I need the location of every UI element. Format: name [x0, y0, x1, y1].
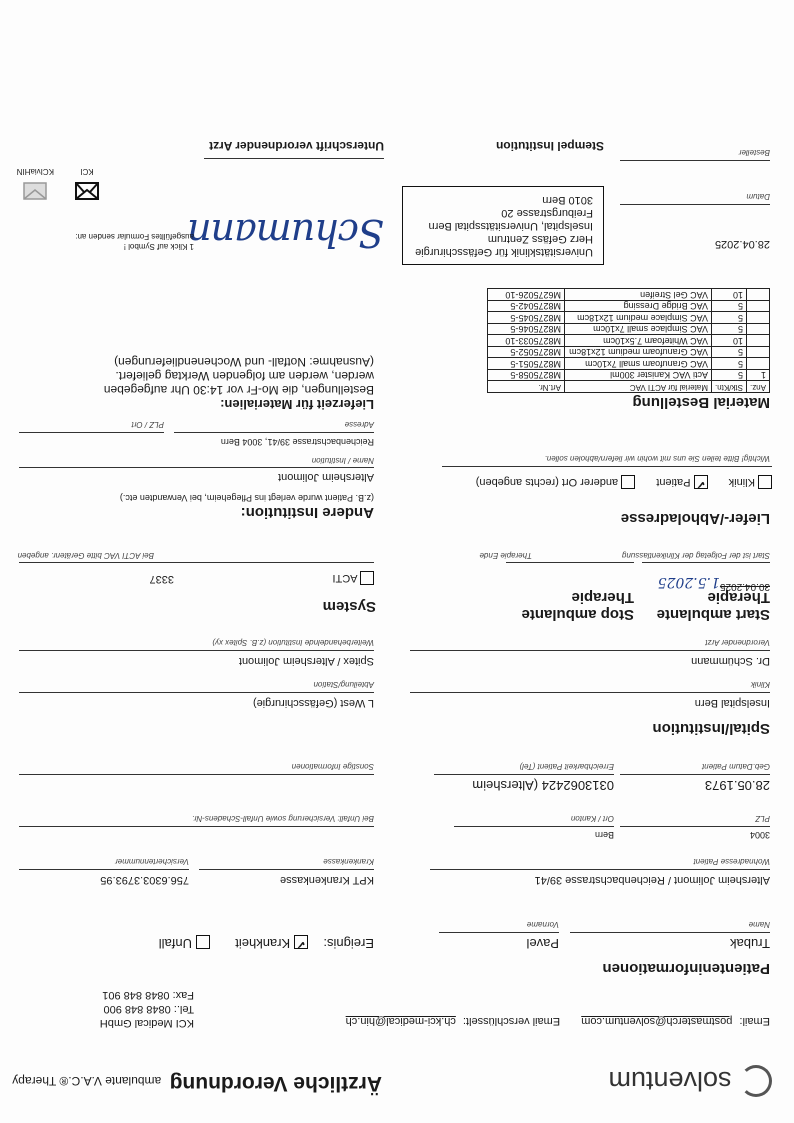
city-underline	[454, 826, 614, 827]
row-qty[interactable]	[746, 347, 769, 359]
department-value: L West (Gefässchirurgie)	[252, 697, 374, 709]
row-art: M8275033-10	[487, 335, 564, 347]
row-art: M8275045-5	[487, 312, 564, 324]
send-kci-hin-button[interactable]	[17, 167, 54, 201]
firstname-underline	[439, 932, 559, 933]
delivery-patient-label: Patient	[656, 476, 691, 489]
dob-label: Geb.Datum Patient	[701, 762, 770, 771]
kci-hin-label: KCIviaHIN	[16, 167, 54, 176]
signature-label: Unterschrift verordnender Arzt	[209, 139, 384, 153]
send-hint	[75, 231, 194, 251]
other-zipcity-underline	[19, 432, 164, 433]
row-desc: VAC Simplace medium 12x18cm	[564, 312, 711, 324]
zip-value: 3004	[749, 830, 770, 840]
patient-address: Altersheim Jolimont / Reichenbachstrasse 39/41	[534, 874, 770, 886]
table-row	[487, 289, 769, 301]
start-date-handwritten: 1.5.2025	[657, 574, 720, 590]
insurer-value: KPT Krankenkasse	[280, 874, 374, 886]
row-unit: 10	[711, 335, 746, 347]
delivery-section-title: Liefer-/Abholadresse	[620, 510, 770, 527]
lead-time-block	[14, 355, 374, 411]
signature: Schumann	[188, 211, 384, 255]
row-desc: VAC Granufoam medium 12x18cm	[564, 347, 711, 359]
city-value: Bern	[594, 830, 614, 840]
acti-option	[332, 571, 374, 585]
patient-firstname: Pavel	[526, 936, 559, 951]
city-label: Ort / Kanton	[570, 814, 614, 823]
row-qty[interactable]: 1	[746, 370, 769, 382]
name-label: Name	[748, 920, 770, 929]
accident-checkbox[interactable]	[196, 935, 210, 949]
event-group	[159, 935, 374, 951]
illness-label: Krankheit	[235, 936, 291, 951]
hospital-section-title: Spital/Institution	[652, 720, 770, 737]
lead-time-title: Lieferzeit für Materialien:	[220, 397, 374, 412]
other-address-label: Adresse	[344, 420, 374, 429]
zip-label: PLZ	[755, 814, 770, 823]
row-art: M8275046-5	[487, 324, 564, 336]
phone-value: 0313062424 (Altersheim	[472, 778, 614, 793]
row-art: M8275052-5	[487, 347, 564, 359]
row-desc: VAC Granufoam small 7x10cm	[564, 358, 711, 370]
header-desc: Material für ACTI VAC	[564, 381, 711, 393]
delivery-patient-checkbox[interactable]	[694, 475, 708, 489]
start-therapy-label: Start ambulante Therapie	[656, 589, 770, 623]
envelope-icon	[75, 181, 99, 201]
row-desc: Acti VAC Kanister 300ml	[564, 370, 711, 382]
email-label: Email:	[739, 1015, 770, 1027]
table-row	[487, 324, 769, 336]
phone-label: Erreichbarkeit Patient (Tel)	[519, 762, 614, 771]
order-date: 28.04.2025	[714, 238, 770, 250]
stamp-label: Stempel Institution	[496, 139, 604, 153]
clinic-value: Inselspital Bern	[694, 697, 770, 709]
name-underline	[570, 932, 770, 933]
row-unit: 5	[711, 324, 746, 336]
send-hint-line-1: 1 Klick auf Symbol !	[123, 242, 194, 251]
materials-section-title: Material Bestellung	[632, 394, 770, 411]
doctor-label: Verordnender Arzt	[705, 638, 770, 647]
start-hint: Start ist der Folgetag der Klinikentlassung	[621, 551, 770, 560]
table-row	[487, 312, 769, 324]
row-unit: 5	[711, 347, 746, 359]
lead-time-line-2: werden, werden am folgenden Werktag geliefert.	[115, 369, 374, 383]
company-name: KCI Medical GmbH	[99, 1017, 194, 1029]
acti-label: ACTI	[332, 572, 358, 585]
row-unit: 5	[711, 301, 746, 313]
phone-underline	[434, 774, 614, 775]
therapy-end-label: Therapie Ende	[479, 551, 532, 560]
lead-time-line-3: (Ausnahme: Notfall- und Wochenendlieferungen)	[114, 355, 374, 369]
patient-section-title: Patienteninformationen	[602, 960, 770, 977]
company-tel: Tel.: 0848 848 900	[103, 1003, 194, 1015]
table-row	[487, 347, 769, 359]
send-hint-line-2: ausgefülltes Formular senden an:	[75, 232, 194, 241]
insurer-label: Krankenkasse	[323, 857, 374, 866]
stamp-line: 3010 Bern	[542, 194, 593, 206]
clinic-underline	[410, 692, 770, 693]
stamp-line: Inselspital, Universitätsspital Bern	[428, 220, 593, 232]
dob-value: 28.05.1973	[704, 778, 770, 793]
materials-table-header	[487, 381, 769, 393]
row-art: M8275051-5	[487, 358, 564, 370]
other-institution-address: Reichenbachstrasse 39/41, 3004 Bern	[220, 437, 374, 447]
email-link[interactable]: postmasterch@solventum.com	[581, 1015, 733, 1027]
acti-underline	[19, 562, 374, 563]
delivery-clinic-checkbox[interactable]	[758, 475, 772, 489]
row-unit: 5	[711, 312, 746, 324]
stamp-line: Freiburgstrasse 20	[501, 207, 593, 219]
other-info-label: Sonstige Informationen	[291, 762, 374, 771]
other-institution-hint: (z.B. Patient wurde verlegt ins Pflegeheim, bei Verwandten etc.)	[119, 493, 374, 503]
address-label: Wohnadresse Patient	[693, 857, 770, 866]
row-art: M6275026-10	[487, 289, 564, 301]
form-subtitle: ambulante V.A.C.® Therapy	[12, 1074, 162, 1088]
row-desc: VAC Gel Streifen	[564, 289, 711, 301]
insured-underline	[19, 869, 189, 870]
row-unit: 5	[711, 370, 746, 382]
start-underline	[642, 562, 770, 563]
name-institution-label: Name / Institution	[311, 456, 374, 465]
logo-mark-icon	[740, 1065, 772, 1097]
system-label: System	[322, 598, 376, 615]
stamp-line: Universitätsklinik für Gefässchirurgie	[415, 246, 593, 258]
secure-email-label: Email verschlüsselt:	[462, 1015, 561, 1027]
insured-number: 756.6303.3793.95	[100, 874, 189, 886]
insurer-underline	[199, 869, 374, 870]
date-label: Datum	[746, 192, 770, 201]
kci-label: KCI	[80, 167, 94, 176]
form-title: Ärztliche Verordnung	[169, 1072, 382, 1095]
solventum-logo	[608, 1065, 772, 1097]
clinic-label: Klinik	[750, 680, 770, 689]
doctor-value: Dr. Schümmann	[691, 655, 770, 667]
brand-name: solventum	[608, 1066, 732, 1097]
table-row	[487, 335, 769, 347]
other-zipcity-label: PLZ / Ort	[131, 420, 164, 429]
delivery-clinic-label: Klinik	[728, 476, 755, 489]
row-qty[interactable]	[746, 312, 769, 324]
header-art: Art.Nr.	[487, 381, 564, 393]
other-info-underline	[19, 774, 374, 775]
row-qty[interactable]	[746, 335, 769, 347]
row-art: M8275058-5	[487, 370, 564, 382]
delivery-options	[476, 475, 772, 489]
acti-device-number: 3337	[149, 573, 174, 585]
send-kci-button[interactable]	[75, 167, 99, 201]
follow-institution-label: Weiterbehandelnde Institution (z.B. Spitex xy)	[212, 638, 374, 647]
end-underline	[506, 562, 634, 563]
acti-hint: Bei ACTI VAC bitte Gerätenr. angeben	[17, 551, 154, 560]
row-desc: VAC Bridge Dressing	[564, 301, 711, 313]
table-row	[487, 301, 769, 313]
other-name-underline	[19, 467, 374, 468]
row-desc: VAC Simplace small 7x10cm	[564, 324, 711, 336]
start-date-printed: 30.04.2025	[719, 581, 770, 592]
table-row	[487, 370, 769, 382]
other-institution-name: Altersheim Jolimont	[278, 471, 374, 483]
accident-underline	[19, 826, 374, 827]
firstname-label: Vorname	[526, 920, 559, 929]
stop-therapy-label: Stop ambulante Therapie	[521, 589, 634, 623]
row-art: M8275042-5	[487, 301, 564, 313]
form-title-block	[12, 1071, 382, 1095]
follow-institution-value: Spitex / Altersheim Jolimont	[238, 655, 374, 667]
follow-underline	[19, 650, 374, 651]
orderer-underline	[620, 160, 770, 161]
signature-underline	[204, 158, 384, 159]
department-underline	[19, 692, 374, 693]
secure-envelope-icon	[23, 181, 47, 201]
header-unit: Stk/Ktn.	[711, 381, 746, 393]
doctor-underline	[410, 650, 770, 651]
dob-underline	[620, 774, 770, 775]
lead-time-line-1: Bestellungen, die Mo-Fr vor 14:30 Uhr aufgegeben	[103, 383, 374, 397]
row-qty[interactable]	[746, 301, 769, 313]
other-institution-title: Andere Institution:	[240, 504, 374, 521]
acti-checkbox[interactable]	[360, 571, 374, 585]
zip-underline	[620, 826, 770, 827]
company-fax: Fax: 0848 848 901	[102, 989, 194, 1001]
orderer-label: Besteller	[738, 148, 770, 157]
patient-name: Trubak	[730, 936, 770, 951]
row-qty[interactable]	[746, 358, 769, 370]
row-desc: VAC Whitefoam 7.5x10cm	[564, 335, 711, 347]
row-qty[interactable]	[746, 289, 769, 301]
row-qty[interactable]	[746, 324, 769, 336]
secure-email-link[interactable]: ch.kci-medical@hin.ch	[345, 1015, 456, 1027]
table-row	[487, 358, 769, 370]
event-label: Ereignis:	[323, 936, 374, 951]
address-underline	[430, 869, 770, 870]
insured-label: Versichertennummer	[115, 857, 189, 866]
other-address-underline	[174, 432, 374, 433]
illness-checkbox[interactable]	[294, 935, 308, 949]
row-unit: 10	[711, 289, 746, 301]
accident-label: Unfall	[158, 936, 192, 951]
email-line	[346, 1015, 770, 1027]
company-contact	[100, 988, 194, 1030]
department-label: Abteilung/Station	[313, 680, 374, 689]
materials-table	[487, 289, 770, 394]
header-qty: Anz.	[746, 381, 769, 393]
date-underline	[620, 204, 770, 205]
delivery-other-checkbox[interactable]	[621, 475, 635, 489]
delivery-hint: Wichtig! Bitte teilen Sie uns mit wohin wir liefern/abholen sollen.	[544, 454, 770, 463]
accident-insurance-label: Bei Unfall: Versicherung sowie Unfall-Schadens-Nr.	[191, 814, 374, 823]
stamp-line: Herz Gefäss Zentrum	[487, 233, 593, 245]
delivery-other-label: anderer Ort (rechts angeben)	[475, 476, 619, 489]
institution-stamp	[402, 186, 604, 265]
delivery-hint-rule	[442, 466, 772, 467]
row-unit: 5	[711, 358, 746, 370]
